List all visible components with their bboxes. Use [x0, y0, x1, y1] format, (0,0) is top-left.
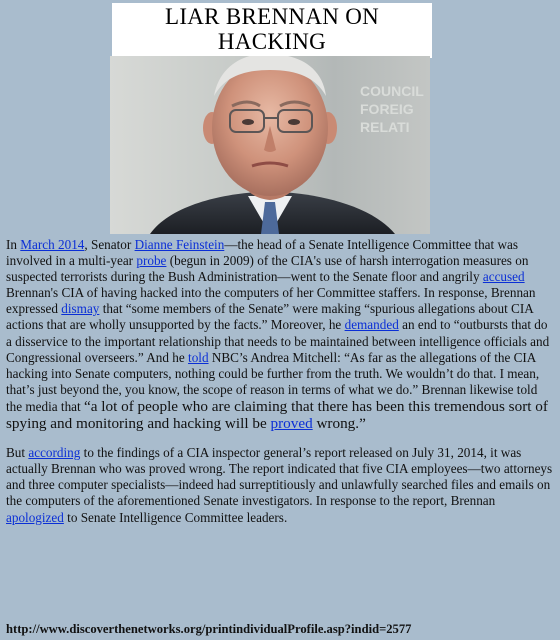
- paragraph-1: [6, 237, 554, 432]
- brennan-photo: [110, 56, 430, 234]
- p1-quote-large-1: “a lot of people who are claiming that there has been this tremendous sort of spying and monitoring and hacking will be: [6, 397, 548, 433]
- link-according[interactable]: according: [28, 445, 81, 461]
- p1-text-3: —the head of a Senate Intelligence Committee that was involved in a multi-year: [6, 237, 518, 269]
- p2-text-2: to the findings of a CIA inspector general’s report released on July 31, 2014, it was actually Brennan who was proved wrong. The report indicated that five CIA employees—two attorneys and three computer specialists—indeed had surreptitiously and unlawfully searched files and emails on the computers of the aforementioned Senate investigators. In response to the report, Brennan: [6, 445, 553, 509]
- p1-text-2: , Senator: [84, 237, 135, 252]
- p1-text-1: In: [6, 237, 21, 252]
- p1-text-6: that “some members of the Senate” were making “spurious allegations about CIA actions that are wholly unsupported by the facts.” Moreover, he: [6, 301, 534, 333]
- p2-text-3: to Senate Intelligence Committee leaders.: [63, 509, 288, 525]
- link-demanded[interactable]: demanded: [344, 317, 399, 333]
- paragraph-2: [6, 445, 554, 525]
- p1-text-8: NBC’s Andrea Mitchell: “As far as the allegations of the CIA hacking into Senate computers, nothing could be further from the truth. We wouldn’t do that. I mean, that’s just beyond the, you know, the scope of reason in terms of what we do.” Brennan likewise told the media that: [6, 349, 540, 414]
- p2-text-1: But: [6, 445, 29, 461]
- link-proved[interactable]: proved: [270, 415, 313, 433]
- link-told[interactable]: told: [188, 349, 209, 365]
- link-march-2014[interactable]: March 2014: [20, 237, 85, 252]
- p1-quote-large-2: wrong.”: [312, 415, 366, 433]
- title-line-1: LIAR BRENNAN ON HACKING: [164, 4, 380, 54]
- link-apologized[interactable]: apologized: [6, 509, 64, 525]
- title-box: [112, 3, 432, 58]
- link-accused[interactable]: accused: [482, 269, 525, 285]
- wall-text-2: FOREIG: [360, 101, 414, 117]
- link-dismay[interactable]: dismay: [61, 301, 100, 317]
- source-url: http://www.discoverthenetworks.org/printindividualProfile.asp?indid=2577: [6, 622, 412, 636]
- p1-text-7: an end to “outbursts that do a disservice to the important relationship that needs to be maintained between intelligence officials and Congressional overseers.” And he: [6, 317, 550, 365]
- wall-text-1: COUNCIL: [360, 83, 424, 99]
- portrait-illustration: [110, 56, 430, 234]
- link-probe[interactable]: probe: [136, 253, 167, 269]
- article-body: [6, 237, 554, 539]
- wall-text-3: RELATI: [360, 119, 410, 135]
- link-dianne-feinstein[interactable]: Dianne Feinstein: [134, 237, 225, 252]
- p1-text-4: (begun in 2009) of the CIA's use of harsh interrogation measures on suspected terrorists during the Bush Administration—went to the Senate floor and angrily: [6, 253, 529, 285]
- p1-text-5: Brennan's CIA of having hacked into the computers of her Committee staffers. In response, Brennan expressed: [6, 285, 536, 317]
